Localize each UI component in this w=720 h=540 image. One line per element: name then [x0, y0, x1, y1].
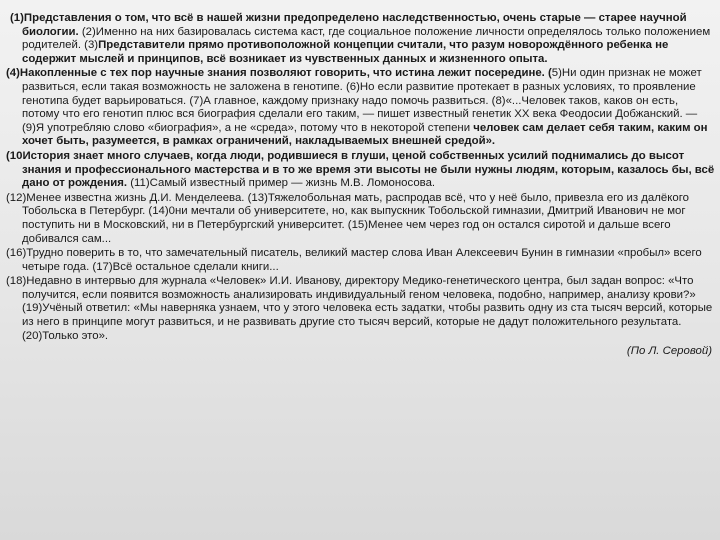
paragraph-3-segment-2: (11)Самый известный пример — жизнь М.В. Ломоносова.: [130, 177, 436, 190]
document-text: [0, 12, 716, 359]
author-attribution: (По Л. Серовой): [626, 345, 712, 358]
paragraph-2-segment-2: 5)Ни один признак не может развиться, если такая возможность не заложена в генотипе. (6)Но если развитие протекает в разных условиях, то проявление генотипа будет варьироваться. (7)А главное, каждому признаку надо помочь развиться. (8)«...Человек таков, каков он есть, потому что его генотип плюс вся биография сделали его таким, — пишет известный генетик XX века Феодосии Добжанский. — (9)Я употребляю слово «биография», а не «среда», потому что в некоторой степени: [22, 67, 702, 134]
paragraph-5-segment-1: (16)Трудно поверить в то, что замечательный писатель, великий мастер слова Иван Алексеевич Бунин в гимназии «пробыл» всего четыре года. (17)Всё остальное сделали книги...: [6, 247, 702, 273]
paragraph-1-segment-3: Представители прямо противоположной концепции считали, что разум новорождённого ребенка не содержит мыслей и принципов, всё возникает из чувственных данных и жизненного опыта.: [22, 39, 669, 65]
paragraph-6: [0, 275, 716, 343]
paragraph-3-segment-1: (10История знает много случаев, когда люди, родившиеся в глуши, ценой собственных усилий поднимались до высот знания и профессионального мастерства и в то же время эти высоты не были нужны людям, которым, казалось бы, всё дано от рождения.: [6, 149, 715, 190]
paragraph-2-segment-1: (4)Накопленные с тех пор научные знания позволяют говорить, что истина лежит посередине. (: [6, 67, 552, 80]
paragraph-1-segment-1: (1)Представления о том, что всё в нашей жизни предопределено наследственностью, очень старые — старее научной биологии.: [10, 12, 687, 38]
paragraph-4: [0, 192, 716, 246]
paragraph-2-segment-3: человек сам делает себя таким, каким он хочет быть, разумеется, в рамках ограничений, накладываемых внешней средой».: [22, 121, 708, 148]
paragraph-4-segment-1: (12)Менее известна жизнь Д.И. Менделеева. (13)Тяжелобольная мать, распродав всё, что у неё было, привезла его из далёкого Тобольска в Петербург. (14)0ни мечтали об университете, но, как выпускник Тобольской гимназии, Дмитрий Иванович не мог поступить ни в Московский, ни в Петербургский университет. (15)Менее чем через год он остался сиротой и дальше всего добивался сам...: [6, 191, 689, 245]
paragraph-5: [0, 247, 716, 274]
paragraph-2: [0, 67, 716, 149]
paragraph-3: [0, 150, 716, 191]
paragraph-1-segment-2: (2)Именно на них базировалась система каст, где социальное положение личности определялось только положением родителей. (3): [22, 25, 711, 52]
paragraph-1: [0, 12, 716, 66]
paragraph-6-segment-1: (18)Недавно в интервью для журнала «Человек» И.И. Иванову, директору Медико-генетического центра, был задан вопрос: «Что получится, если появится возможность анализировать индивидуальный геном человека, подобно, например, анализу крови?» (19)Учёный ответил: «Мы наверняка узнаем, что у этого человека есть задатки, чтобы развить одну из ста тысяч версий, которые из него в принципе могут развиться, и не развивать другие сто тысяч версий, которые не дадут положительного результата. (20)Только это».: [6, 275, 713, 342]
